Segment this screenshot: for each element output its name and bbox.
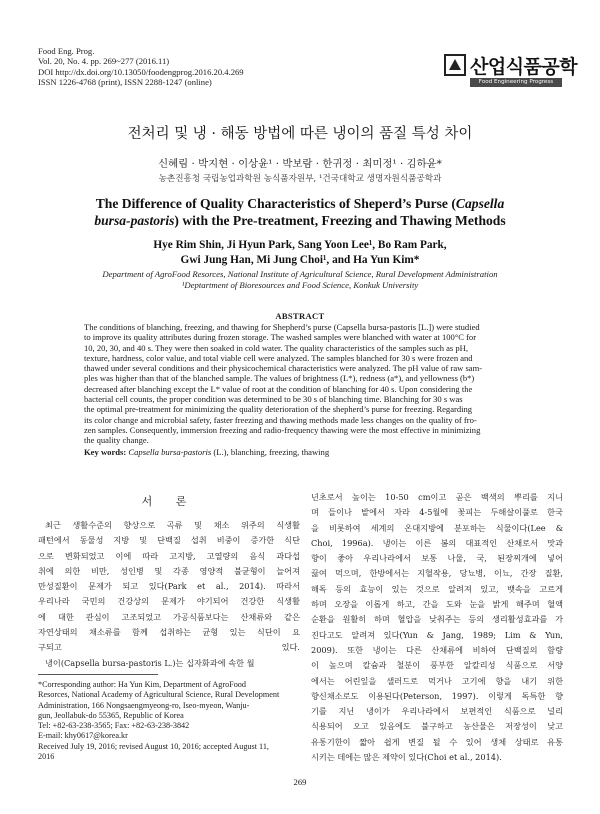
abstract-line: its color change and microbial safety, faster freezing and thawing methods made less changes on the quality of fro- (84, 414, 477, 425)
abstract-heading: ABSTRACT (275, 311, 325, 321)
journal-name: Food Eng. Prog. (38, 46, 95, 56)
title-korean: 전처리 및 냉 · 해동 방법에 따른 냉이의 품질 특성 차이 (127, 126, 473, 142)
body-text-line: 년초로서 높이는 10-50 cm이고 곧은 백색의 뿌리를 지니 (311, 492, 563, 502)
body-text-line: 이 높으며 칼슘과 철분이 풍부한 알칼리성 식품으로 서양 (311, 660, 563, 671)
abstract-line: the quality change. (84, 435, 149, 446)
logo-mark-icon (444, 54, 466, 76)
affiliation-english (40, 269, 560, 290)
journal-logo (444, 52, 578, 92)
abstract-line: decreased after blanching except the L* value of root at the condition of blanching for 40 s. Upon considering the (84, 383, 473, 394)
title-en-italic2: bursa-pastoris (94, 212, 175, 228)
body-text-line: 을 비롯하여 세계의 온대지방에 분포하는 식물이다(Lee & (311, 522, 563, 533)
footnote-line: gun, Jeollabuk-do 55365, Republic of Korea (38, 710, 184, 720)
affil-en-line2: ¹Deptartment of Bioresources and Food Science, Konkuk University (181, 279, 419, 290)
abstract-line: ples was higher than that of the blanched sample. The values of brightness (L*), redness (a*), and yellowness (b*) (84, 373, 475, 384)
section-heading-introduction: 서 론 (141, 495, 197, 508)
journal-volume: Vol. 20, No. 4. pp. 269~277 (2016.11) (38, 56, 170, 67)
body-text-line: 끓여 먹으며, 한방에서는 지혈작용, 당뇨병, 이뇨, 간장 질환, (311, 568, 563, 579)
body-text-line: 해독 등의 효능이 있는 것으로 알려져 있고, 뱃속을 고르게 (311, 583, 563, 594)
body-left-column (38, 518, 300, 671)
authors-en-line1: Hye Rim Shin, Ji Hyun Park, Sang Yoon Lee¹, Bo Ram Park, (153, 239, 447, 251)
footnote-divider (38, 674, 158, 675)
body-right-column (311, 490, 563, 765)
corresponding-author-footnote (38, 680, 300, 762)
body-text-line: 순환을 원활히 하며 혈압을 낮춰주는 등의 생리활성효과를 가 (311, 614, 563, 625)
keywords (84, 447, 516, 457)
body-text-line: 최근 생활수준의 향상으로 곡류 및 채소 위주의 식생활 (45, 520, 300, 530)
affil-en-line1: Department of AgroFood Resorces, National Institute of Agricultural Science, Rural Development Administration (102, 269, 498, 279)
page-number: 269 (293, 777, 307, 787)
abstract-line: the optimal pre-treatment for minimizing the quality deterioration of the shepherd’s purse for freezing. Regarding (84, 404, 473, 415)
footnote-line: Received July 19, 2016; revised August 10, 2016; accepted August 11, (38, 741, 269, 751)
affiliation-korean: 농촌진흥청 국립농업과학원 농식품자원부, ¹건국대학교 생명자원식품공학과 (158, 174, 442, 184)
abstract-line: bacterial cell counts, the proper condition was determined to be 30 s of blanching time. Blanching for 30 s was (84, 394, 463, 405)
authors-en-line2: Gwi Jung Han, Mi Jung Choi¹, and Ha Yun Kim* (180, 253, 420, 266)
abstract-line: 10, 20, 30, and 40 s. They were then soaked in cold water. The quality characteristics of the samples such as pH, (84, 342, 468, 353)
footnote-line: *Corresponding author: Ha Yun Kim, Department of AgroFood (38, 680, 246, 689)
body-text-line: 식용되어 오고 있음에도 불구하고 농산물은 저장성이 낮고 (311, 721, 563, 732)
body-text-line: 향신채소로도 이용된다(Peterson, 1997). 이렇게 독특한 향 (311, 690, 563, 701)
keywords-rest: (L.), blanching, freezing, thawing (211, 447, 330, 457)
authors-korean: 신혜림 · 박지현 · 이상윤¹ · 박보람 · 한귀정 · 최미정¹ · 김하윤* (158, 158, 442, 170)
abstract-line: to improve its quality attributes during frozen storage. The washed samples were blanched with water at 100°C for (84, 332, 477, 343)
abstract-line: The conditions of blanching, freezing, and thawing for Shepherd’s purse (Capsella bursa-pastoris [L.]) were studied (84, 322, 480, 332)
journal-issn: ISSN 1226-4768 (print), ISSN 2288-1247 (online) (38, 77, 212, 88)
title-en-italic1: Capsella (455, 196, 505, 211)
body-text-line: 만성질환이 문제가 되고 있다(Park et al., 2014). 따라서 (38, 581, 300, 592)
body-text-line: 향이 좋아 우리나라에서 보통 나물, 국, 된장찌개에 넣어 (311, 553, 563, 564)
body-text-line: 2009). 또한 냉이는 다른 산채류에 비하여 단백질의 함량 (311, 644, 563, 655)
title-en-part2: ) with the Pre-treatment, Freezing and Thawing Methods (174, 212, 506, 228)
footnote-line: 2016 (38, 752, 55, 762)
body-text-line: 으로 변화되었고 이에 따라 고지방, 고열량의 음식 과다섭 (38, 550, 300, 561)
journal-doi[interactable]: DOI http://dx.doi.org/10.13050/foodengprog.2016.20.4.269 (38, 66, 244, 77)
body-text-line: 며 들이나 밭에서 자라 4-5월에 꽃피는 두해살이풀로 한국 (311, 507, 563, 518)
body-text-line: 자연상태의 채소류를 함께 섭취하는 균형 있는 식단이 요 (38, 627, 300, 638)
body-text-line: 구되고 있다. (38, 642, 300, 653)
abstract-line: thawed under several conditions and their physicochemical characteristics were analyzed. The pH value of raw sam- (84, 363, 483, 374)
abstract-body (84, 322, 516, 446)
footnote-line: E-mail: khy0617@korea.kr (38, 731, 128, 741)
body-text-line: 취에 의한 비만, 성인병 및 각종 영양적 불균형이 늘어져 (38, 565, 300, 576)
body-text-line: Choi, 1996a). 냉이는 이른 봄의 대표적인 산채로서 맛과 (311, 537, 563, 548)
authors-english (60, 238, 540, 267)
body-text-line: 기를 지닌 냉이가 우리나라에서 보편적인 식품으로 널리 (311, 706, 563, 717)
abstract-line: texture, hardness, color value, and total viable cell were analyzed. The samples blanched for 30 s were frozen and (84, 352, 473, 363)
keywords-label: Key words: (84, 447, 127, 457)
body-text-line: 패턴에서 동물성 지방 및 단백질 섭취 비중이 증가한 식단 (38, 535, 300, 546)
body-text-line: 하며 오장을 이롭게 하고, 간을 도와 눈을 밝게 해주며 혈액 (311, 599, 563, 610)
body-text-line: 냉이(Capsella bursa-pastoris L.)는 십자화과에 속한 월 (45, 657, 255, 668)
body-text-line: 유통기한이 짧아 쉽게 변질 될 수 있어 생체 상태로 유통 (311, 736, 563, 747)
keywords-italic: Capsella bursa-pastoris (128, 447, 212, 457)
body-text-line: 에 대한 관심이 고조되었고 가공식품보다는 산채류와 같은 (38, 611, 300, 622)
footnote-line: Administration, 166 Nongsaengmyeong-ro, Iseo-myeon, Wanju- (38, 700, 250, 710)
abstract-line: zen samples. Consequently, immersion freezing and radio-frequency thawing were the most effective in minimizing (84, 424, 481, 435)
footnote-line: Resorces, National Academy of Agricultural Science, Rural Development (38, 690, 280, 700)
journal-meta (38, 46, 244, 88)
body-text-line: 진다고도 알려져 있다(Yun & Jang, 1989; Lim & Yun, (311, 629, 563, 640)
title-english (60, 196, 540, 229)
body-text-line: 에서는 어린잎을 샐러드로 먹거나 고기에 향을 내기 위한 (311, 675, 563, 686)
body-text-line: 시키는 데에는 많은 제약이 있다(Choi et al., 2014). (311, 752, 502, 763)
logo-subtext: Food Engineering Progress (470, 78, 562, 87)
title-en-part1: The Difference of Quality Characteristics of Sheperd’s Purse ( (95, 196, 456, 211)
footnote-line: Tel: +82-63-238-3565; Fax: +82-63-238-3842 (38, 721, 190, 731)
body-text-line: 우리나라 국민의 건강상의 문제가 야기되어 건강한 식생활 (38, 596, 300, 607)
logo-text: 산업식품공학 (470, 56, 578, 78)
